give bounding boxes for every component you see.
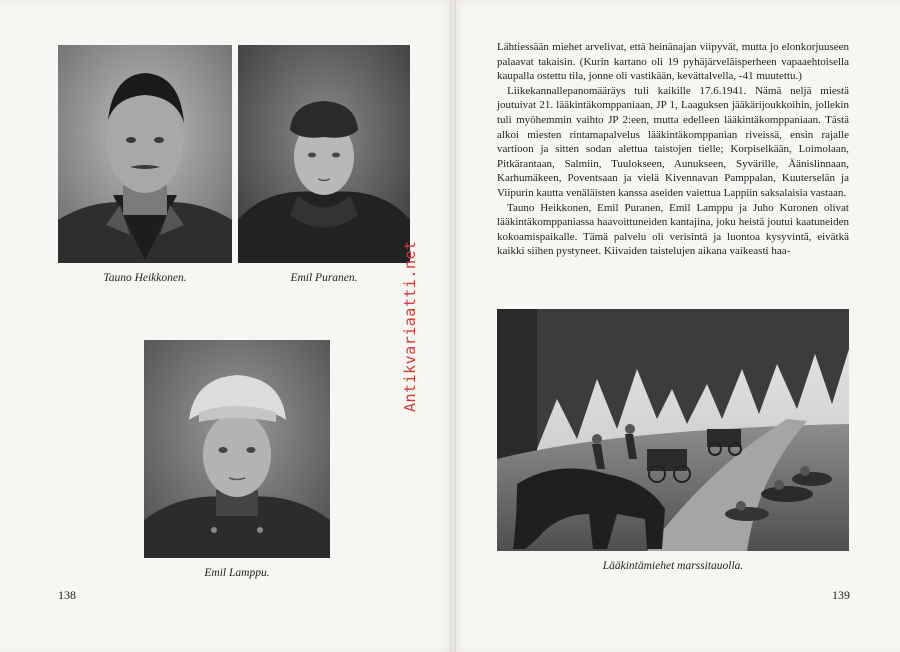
page-number-left: 138 xyxy=(58,588,76,602)
book-gutter xyxy=(450,0,456,652)
photo-caption-emil-puranen: Emil Puranen. xyxy=(290,272,358,284)
portrait-photo-emil-lamppu xyxy=(144,340,330,558)
paragraph: Tauno Heikkonen, Emil Puranen, Emil Lamppu ja Juho Kuronen olivat lääkintäkomppaniassa haavoittuneiden kantajina, joku heistä joutui kaatuneiden kokoamispaikalle. Tämä palvelu oli verisintä ja luontoa kysyvintä, eivätkä kaikki siihen pystyneet. Kiivaiden taistelujen aikana vaikeasti haa- xyxy=(497,201,849,258)
field-photo-medics-marching-rest xyxy=(497,309,849,551)
page-number-right: 139 xyxy=(832,588,850,602)
portrait-photo-emil-puranen xyxy=(238,45,410,263)
paragraph: Liikekannallepanomääräys tuli kaikille 17.6.1941. Nämä neljä miestä joutuivat 21. lääkintäkomppaniaan, JP 1, Laaguksen jääkärijoukkoihin, jollekin tuli myöhemmin vaihto JP 2:een, mutta edelleen lääkintäkomppaniaan. Tästä alkoi miesten rintamapalvelus lääkintäkomppanian riveissä, ensin rajalle vartioon ja sitten sodan alettua taistojen tielle; Korpiselkään, Loimolaan, Pitkärantaan, Salmiin, Tuulokseen, Aunukseen, Syvärille, Äänislinnaan, Karhumäkeen, Poventsaan ja vielä Kivennavan Pamppalan, Kuuterselän ja Viipurin kautta venäläisten kanssa aseiden vaiettua Lappiin saksalaisia vastaan. xyxy=(497,84,849,199)
portrait-photo-tauno-heikkonen xyxy=(58,45,232,263)
photo-caption-emil-lamppu: Emil Lamppu. xyxy=(204,567,270,579)
paragraph: Lähtiessään miehet arvelivat, että heinänajan viipyvät, mutta jo elonkorjuuseen palaavat takaisin. (Kurin kartano oli 19 pyhäjärveläisperheen vapaaehtoisella kaupalla ostettu tila, jonne oli vastikään, kevättalvella, -41 muutettu.) xyxy=(497,41,849,83)
photo-caption-tauno-heikkonen: Tauno Heikkonen. xyxy=(103,272,187,284)
watermark-text: Antikvariaatti.net xyxy=(401,240,419,412)
photo-caption-medics: Lääkintämiehet marssitauolla. xyxy=(602,560,744,572)
body-text xyxy=(497,40,849,259)
